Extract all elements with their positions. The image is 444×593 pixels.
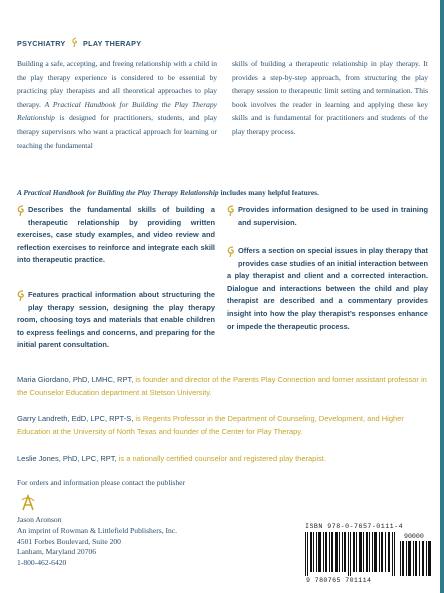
category-header bbox=[17, 37, 141, 48]
author-name: Maria Giordano, PhD, LMHC, RPT, bbox=[17, 375, 134, 384]
author-bio bbox=[17, 413, 427, 439]
intro-right-column bbox=[232, 57, 428, 139]
author-bio-text: is founder and director of the Parents Play Connection and former assistant professor in the Counselor Education department at Stetson University. bbox=[17, 375, 427, 397]
publisher-name: Jason Aronson bbox=[17, 515, 62, 524]
feature-text: Offers a section on special issues in play therapy that provides case studies of an initial interaction between a play therapist and client and a corrected interaction. Dialogue and interactions between the child and play therapist are described and a commentary provides insight into how the play therapist’s responses enhance or impede the therapeutic process. bbox=[227, 246, 428, 331]
feature-item bbox=[227, 245, 428, 333]
features-heading-title: A Practical Handbook for Building the Play Therapy Relationship bbox=[17, 188, 219, 197]
price-code: 90000 bbox=[404, 533, 424, 540]
publisher-city: Lanham, Maryland 20706 bbox=[17, 547, 97, 557]
publisher-phone: 1-800-462-6420 bbox=[17, 558, 67, 568]
author-bio-text: is a nationally certified counselor and registered play therapist. bbox=[116, 454, 326, 463]
features-heading-rest: includes many helpful features. bbox=[218, 188, 319, 197]
author-bio-text: is Regents Professor in the Department of Counseling, Development, and Higher Education at the University of North Texas and founder of the Center for Play Therapy. bbox=[17, 414, 404, 436]
author-bio bbox=[17, 453, 427, 466]
author-bio bbox=[17, 374, 427, 400]
feature-text: Provides information designed to be used in training and supervision. bbox=[238, 205, 428, 227]
isbn-label: ISBN 978-0-7657-0111-4 bbox=[305, 523, 404, 530]
orders-note: For orders and information please contact the publisher bbox=[17, 478, 186, 487]
author-name: Leslie Jones, PhD, LPC, RPT, bbox=[17, 454, 117, 463]
intro-text-cont: is designed for practitioners, students, and play therapy supervisors who want a practical approach for learning or teaching the fundamental bbox=[17, 113, 217, 150]
swirl-bullet-icon bbox=[225, 204, 237, 217]
swirl-bullet-icon bbox=[15, 289, 27, 302]
feature-item bbox=[227, 204, 428, 229]
intro-text-right: skills of building a therapeutic relationship in play therapy. It provides a step-by-step approach, from structuring the play therapy session to therapeutic limit setting and termination. This book involves the reader in learning and applying these key skills and is fundamental for practitioners and students of the play therapy process. bbox=[232, 59, 428, 136]
ean-digits: 9 780765 701114 bbox=[306, 577, 372, 584]
swirl-separator-icon bbox=[71, 37, 79, 48]
barcode-icon bbox=[305, 532, 397, 576]
publisher-imprint: An imprint of Rowman & Littlefield Publishers, Inc. bbox=[17, 525, 178, 535]
feature-text: Features practical information about structuring the play therapy session, designing the play therapy room, choosing toys and materials that enable children to express feelings and concerns, and preparing for the initial parent consultation. bbox=[17, 290, 215, 350]
features-heading bbox=[17, 188, 437, 197]
intro-text: Building a safe, accepting, and freeing relationship with a child in the play therapy experience is considered to be essential by practicing play therapists and all theoretical approaches to play therapy. bbox=[17, 59, 217, 109]
swirl-bullet-icon bbox=[225, 245, 237, 258]
publisher-logo-icon bbox=[20, 494, 36, 512]
book-title-italic: A Practical Handbook for Building the Play Therapy Relationship bbox=[17, 99, 217, 123]
cover-edge-stripe bbox=[440, 0, 444, 593]
price-barcode-icon bbox=[400, 541, 434, 576]
intro-left-column bbox=[17, 57, 217, 152]
feature-item bbox=[17, 204, 215, 267]
feature-item bbox=[17, 289, 215, 352]
publisher-address bbox=[17, 515, 177, 569]
feature-text: Describes the fundamental skills of building a therapeutic relationship by providing written exercises, case study examples, and video review and reflection exercises to reinforce and integrate each skill into therapeutic practice. bbox=[17, 205, 215, 265]
category-play-therapy: PLAY THERAPY bbox=[83, 39, 142, 48]
category-psychiatry: PSYCHIATRY bbox=[17, 39, 66, 48]
publisher-street: 4501 Forbes Boulevard, Suite 200 bbox=[17, 536, 121, 546]
author-name: Garry Landreth, EdD, LPC, RPT-S, bbox=[17, 414, 134, 423]
swirl-bullet-icon bbox=[15, 204, 27, 217]
